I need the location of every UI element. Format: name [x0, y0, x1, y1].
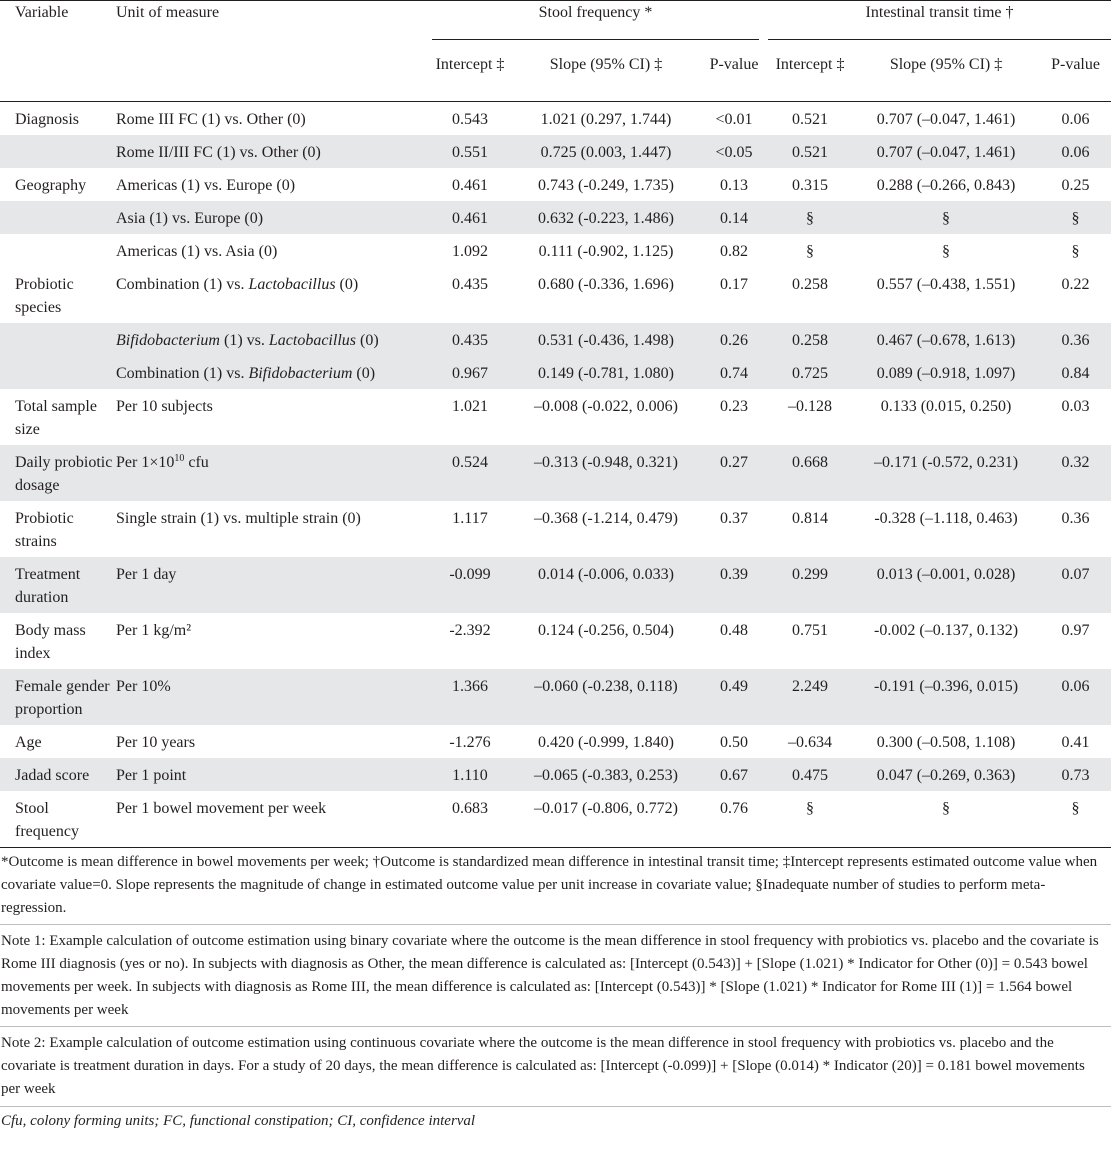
cell-unit	[116, 135, 428, 168]
cell-variable: Stool frequency	[15, 800, 79, 840]
cell-sf-pvalue: 0.17	[720, 276, 749, 293]
cell-itt-pvalue: §	[1040, 201, 1111, 234]
cell-itt-pvalue: 0.22	[1061, 276, 1090, 293]
unit-part: Americas (1) vs. Europe (0)	[116, 177, 296, 194]
cell-sf-slope: 0.531 (-0.436, 1.498)	[512, 323, 700, 356]
col-header-slope-itt: Slope (95% CI) ‡	[852, 53, 1040, 102]
cell-itt-pvalue: 0.73	[1040, 758, 1111, 791]
cell-itt-pvalue: 0.84	[1040, 356, 1111, 389]
cell-unit	[116, 669, 428, 725]
col-header-pvalue-itt: P-value	[1040, 53, 1111, 102]
cell-itt-slope: -0.328 (–1.118, 0.463)	[874, 510, 1018, 527]
cell-sf-intercept: 1.021	[452, 398, 488, 415]
cell-variable: Body mass index	[15, 622, 86, 662]
cell-sf-pvalue: 0.76	[720, 800, 749, 817]
col-header-variable: Variable	[15, 4, 69, 21]
cell-variable: Geography	[15, 177, 87, 194]
cell-sf-pvalue: 0.50	[720, 734, 749, 751]
cell-itt-slope: §	[852, 201, 1040, 234]
unit-part: (0)	[335, 276, 359, 293]
cell-sf-pvalue: <0.05	[700, 135, 768, 168]
cell-itt-pvalue: 0.06	[1040, 135, 1111, 168]
unit-part: Per 1 point	[116, 767, 187, 784]
cell-sf-pvalue: 0.14	[700, 201, 768, 234]
cell-unit	[116, 389, 428, 445]
col-header-pvalue-sf: P-value	[700, 53, 768, 102]
unit-part: Per 10 subjects	[116, 398, 213, 415]
cell-variable	[0, 201, 116, 234]
cell-variable: Probiotic species	[15, 276, 74, 316]
cell-sf-slope: –0.008 (-0.022, 0.006)	[534, 398, 678, 415]
cell-variable: Diagnosis	[15, 111, 79, 128]
cell-itt-intercept: 0.725	[768, 356, 852, 389]
cell-unit	[116, 445, 428, 501]
table-row	[0, 323, 1111, 356]
cell-sf-pvalue: 0.37	[720, 510, 749, 527]
unit-part: Americas (1) vs. Asia (0)	[116, 243, 278, 260]
cell-unit	[116, 356, 428, 389]
cell-sf-slope: –0.313 (-0.948, 0.321)	[512, 445, 700, 501]
cell-sf-slope: 0.632 (-0.223, 1.486)	[512, 201, 700, 234]
cell-unit	[116, 791, 428, 847]
cell-sf-intercept: 0.435	[452, 276, 488, 293]
unit-part: 10	[174, 453, 185, 464]
cell-itt-pvalue: 0.07	[1040, 557, 1111, 613]
unit-part: Per 1 day	[116, 566, 177, 583]
unit-part: Per 10%	[116, 678, 171, 695]
cell-itt-intercept: 0.315	[792, 177, 829, 194]
cell-sf-intercept: 0.435	[428, 323, 512, 356]
cell-sf-pvalue: 0.26	[700, 323, 768, 356]
table-row	[0, 669, 1111, 725]
cell-itt-pvalue: 0.41	[1061, 734, 1090, 751]
cell-sf-intercept: 1.366	[428, 669, 512, 725]
cell-sf-slope: 1.021 (0.297, 1.744)	[540, 111, 672, 128]
cell-sf-intercept: 0.967	[428, 356, 512, 389]
cell-variable: Female gender proportion	[0, 669, 116, 725]
cell-itt-intercept: §	[768, 201, 852, 234]
cell-itt-slope: §	[942, 800, 951, 817]
abbreviations: Cfu, colony forming units; FC, functional constipation; CI, confidence interval	[1, 1113, 476, 1129]
cell-sf-slope: –0.065 (-0.383, 0.253)	[512, 758, 700, 791]
cell-unit	[116, 613, 428, 669]
cell-variable: Total sample size	[15, 398, 97, 438]
cell-sf-pvalue: 0.48	[720, 622, 749, 639]
cell-itt-slope: 0.047 (–0.269, 0.363)	[852, 758, 1040, 791]
cell-itt-slope: 0.013 (–0.001, 0.028)	[852, 557, 1040, 613]
cell-variable	[0, 234, 116, 267]
unit-part: Single strain (1) vs. multiple strain (0)	[116, 510, 361, 527]
table-row	[0, 725, 1111, 758]
table-row	[0, 445, 1111, 501]
unit-part: Per 1 kg/m²	[116, 622, 192, 639]
cell-itt-intercept: 0.258	[792, 276, 829, 293]
cell-sf-slope: –0.060 (-0.238, 0.118)	[512, 669, 700, 725]
table-row	[0, 758, 1111, 791]
cell-unit	[116, 201, 428, 234]
cell-itt-pvalue: 0.03	[1061, 398, 1090, 415]
cell-sf-slope: 0.124 (-0.256, 0.504)	[538, 622, 674, 639]
note-2: Note 2: Example calculation of outcome estimation using continuous covariate where the outcome is the mean difference in stool frequency with probiotics vs. placebo and the covariate is treatment duration in days. For a study of 20 days, the mean difference is calculated as: [Intercept (-0.099)] + [Slope (0.014) * Indicator (20)] = 0.181 bowel movements per week	[0, 1027, 1111, 1107]
col-header-intercept-sf: Intercept ‡	[428, 53, 512, 102]
table-row	[0, 135, 1111, 168]
unit-part: Bifidobacterium	[116, 332, 220, 349]
cell-sf-pvalue: 0.23	[720, 398, 749, 415]
cell-sf-slope: –0.368 (-1.214, 0.479)	[534, 510, 678, 527]
cell-sf-intercept: 0.461	[428, 201, 512, 234]
cell-itt-slope: –0.171 (-0.572, 0.231)	[852, 445, 1040, 501]
cell-sf-intercept: 1.110	[428, 758, 512, 791]
unit-part: Combination (1) vs.	[116, 276, 249, 293]
cell-itt-intercept: 0.521	[768, 135, 852, 168]
cell-sf-slope: 0.111 (-0.902, 1.125)	[538, 243, 674, 260]
cell-unit	[116, 758, 428, 791]
cell-sf-slope: 0.725 (0.003, 1.447)	[512, 135, 700, 168]
cell-sf-intercept: 0.683	[452, 800, 488, 817]
cell-sf-slope: –0.017 (-0.806, 0.772)	[534, 800, 678, 817]
cell-itt-intercept: –0.128	[788, 398, 833, 415]
cell-itt-slope: 0.089 (–0.918, 1.097)	[852, 356, 1040, 389]
cell-unit	[116, 557, 428, 613]
footnote-symbols: *Outcome is mean difference in bowel movements per week; †Outcome is standardized mean difference in intestinal transit time; ‡Intercept represents estimated outcome value when covariate value=0. Slope represents the magnitude of change in estimated outcome value per unit increase in covariate value; §Inadequate number of studies to perform meta-regression.	[0, 848, 1111, 925]
cell-sf-intercept: 0.543	[452, 111, 488, 128]
table-row	[0, 791, 1111, 847]
unit-part: (0)	[355, 332, 379, 349]
table-row	[0, 389, 1111, 445]
unit-part: (0)	[352, 365, 376, 382]
col-header-slope-sf: Slope (95% CI) ‡	[512, 53, 700, 102]
cell-sf-intercept: 1.117	[452, 510, 488, 527]
cell-itt-intercept: 0.475	[768, 758, 852, 791]
cell-unit	[116, 725, 428, 758]
cell-itt-slope: 0.467 (–0.678, 1.613)	[852, 323, 1040, 356]
cell-itt-slope: §	[942, 243, 951, 260]
table-notes	[0, 847, 1111, 1133]
cell-unit	[116, 323, 428, 356]
cell-itt-pvalue: 0.97	[1061, 622, 1090, 639]
unit-part: cfu	[184, 454, 209, 471]
cell-sf-intercept: 1.092	[452, 243, 488, 260]
cell-sf-intercept: 0.524	[428, 445, 512, 501]
table-row	[0, 168, 1111, 201]
cell-sf-pvalue: 0.13	[720, 177, 749, 194]
cell-sf-intercept: 0.461	[452, 177, 488, 194]
cell-itt-intercept: §	[806, 243, 815, 260]
cell-itt-intercept: §	[806, 800, 815, 817]
cell-variable: Daily probiotic dosage	[0, 445, 116, 501]
col-header-intercept-itt: Intercept ‡	[768, 53, 852, 102]
cell-sf-intercept: -2.392	[449, 622, 491, 639]
cell-sf-intercept: -0.099	[428, 557, 512, 613]
unit-part: Combination (1) vs.	[116, 365, 249, 382]
table-body	[0, 102, 1111, 848]
cell-variable: Jadad score	[0, 758, 116, 791]
cell-sf-pvalue: 0.39	[700, 557, 768, 613]
table-row	[0, 501, 1111, 557]
cell-sf-pvalue: <0.01	[715, 111, 753, 128]
cell-itt-slope: 0.707 (–0.047, 1.461)	[876, 111, 1016, 128]
table-row	[0, 557, 1111, 613]
cell-variable: Probiotic strains	[15, 510, 74, 550]
cell-itt-intercept: 0.668	[768, 445, 852, 501]
cell-itt-pvalue: 0.36	[1061, 510, 1090, 527]
cell-sf-slope: 0.014 (-0.006, 0.033)	[512, 557, 700, 613]
unit-part: Per 10 years	[116, 734, 196, 751]
table-row	[0, 102, 1111, 136]
cell-itt-pvalue: §	[1071, 243, 1080, 260]
cell-itt-intercept: 0.814	[792, 510, 829, 527]
cell-itt-pvalue: 0.06	[1040, 669, 1111, 725]
table-row	[0, 613, 1111, 669]
header-row-columns	[0, 53, 1111, 102]
cell-itt-slope: 0.133 (0.015, 0.250)	[880, 398, 1012, 415]
group-header-stool-frequency: Stool frequency *	[432, 1, 759, 40]
cell-itt-intercept: 0.751	[792, 622, 829, 639]
unit-part: (1) vs.	[219, 332, 269, 349]
unit-part: Asia (1) vs. Europe (0)	[116, 210, 264, 227]
cell-itt-slope: 0.288 (–0.266, 0.843)	[876, 177, 1016, 194]
cell-unit	[116, 267, 428, 323]
cell-unit	[116, 168, 428, 201]
cell-variable	[0, 356, 116, 389]
cell-itt-slope: -0.191 (–0.396, 0.015)	[852, 669, 1040, 725]
cell-itt-slope: 0.707 (–0.047, 1.461)	[852, 135, 1040, 168]
col-header-unit: Unit of measure	[116, 4, 220, 21]
cell-itt-intercept: –0.634	[788, 734, 833, 751]
cell-sf-slope: 0.743 (-0.249, 1.735)	[538, 177, 674, 194]
cell-variable	[0, 135, 116, 168]
cell-sf-slope: 0.420 (-0.999, 1.840)	[538, 734, 674, 751]
unit-part: Lactobacillus	[248, 276, 336, 293]
cell-variable: Age	[15, 734, 42, 751]
cell-sf-intercept: 0.551	[428, 135, 512, 168]
cell-unit	[116, 234, 428, 267]
cell-itt-pvalue: 0.36	[1040, 323, 1111, 356]
header-row-groups	[0, 1, 1111, 54]
cell-sf-pvalue: 0.74	[700, 356, 768, 389]
cell-itt-pvalue: §	[1071, 800, 1080, 817]
cell-itt-pvalue: 0.06	[1061, 111, 1090, 128]
table-row	[0, 356, 1111, 389]
table-row	[0, 234, 1111, 267]
cell-itt-slope: 0.300 (–0.508, 1.108)	[876, 734, 1016, 751]
cell-sf-slope: 0.680 (-0.336, 1.696)	[538, 276, 674, 293]
cell-variable: Treatment duration	[0, 557, 116, 613]
cell-sf-pvalue: 0.49	[700, 669, 768, 725]
cell-itt-intercept: 0.258	[768, 323, 852, 356]
unit-part: Bifidobacterium	[248, 365, 353, 382]
cell-sf-pvalue: 0.82	[720, 243, 749, 260]
cell-unit	[116, 102, 428, 136]
table-row	[0, 267, 1111, 323]
cell-variable	[0, 323, 116, 356]
table-row	[0, 201, 1111, 234]
unit-part: Lactobacillus	[268, 332, 356, 349]
cell-itt-intercept: 0.299	[768, 557, 852, 613]
unit-part: Rome III FC (1) vs. Other (0)	[116, 111, 306, 128]
cell-itt-pvalue: 0.32	[1040, 445, 1111, 501]
unit-part: Per 1×10	[116, 454, 175, 471]
cell-unit	[116, 501, 428, 557]
cell-itt-intercept: 2.249	[768, 669, 852, 725]
cell-sf-pvalue: 0.27	[700, 445, 768, 501]
note-1: Note 1: Example calculation of outcome estimation using binary covariate where the outcome is the mean difference in stool frequency with probiotics vs. placebo and the covariate is Rome III diagnosis (yes or no). In subjects with diagnosis as Other, the mean difference is calculated as: [Intercept (0.543)] + [Slope (1.021) * Indicator for Other (0)] = 0.543 bowel movements per week. In subjects with diagnosis as Rome III, the mean difference is calculated as: [Intercept (0.543)] * [Slope (1.021) * Indicator for Rome III (1)] = 1.564 bowel movements per week	[0, 925, 1111, 1027]
cell-itt-slope: 0.557 (–0.438, 1.551)	[876, 276, 1016, 293]
cell-sf-pvalue: 0.67	[700, 758, 768, 791]
cell-sf-slope: 0.149 (-0.781, 1.080)	[512, 356, 700, 389]
cell-sf-intercept: -1.276	[449, 734, 491, 751]
cell-itt-intercept: 0.521	[792, 111, 829, 128]
cell-itt-pvalue: 0.25	[1061, 177, 1090, 194]
unit-part: Per 1 bowel movement per week	[116, 800, 327, 817]
cell-itt-slope: -0.002 (–0.137, 0.132)	[874, 622, 1019, 639]
group-header-intestinal-transit: Intestinal transit time †	[768, 1, 1111, 40]
unit-part: Rome II/III FC (1) vs. Other (0)	[116, 144, 321, 161]
